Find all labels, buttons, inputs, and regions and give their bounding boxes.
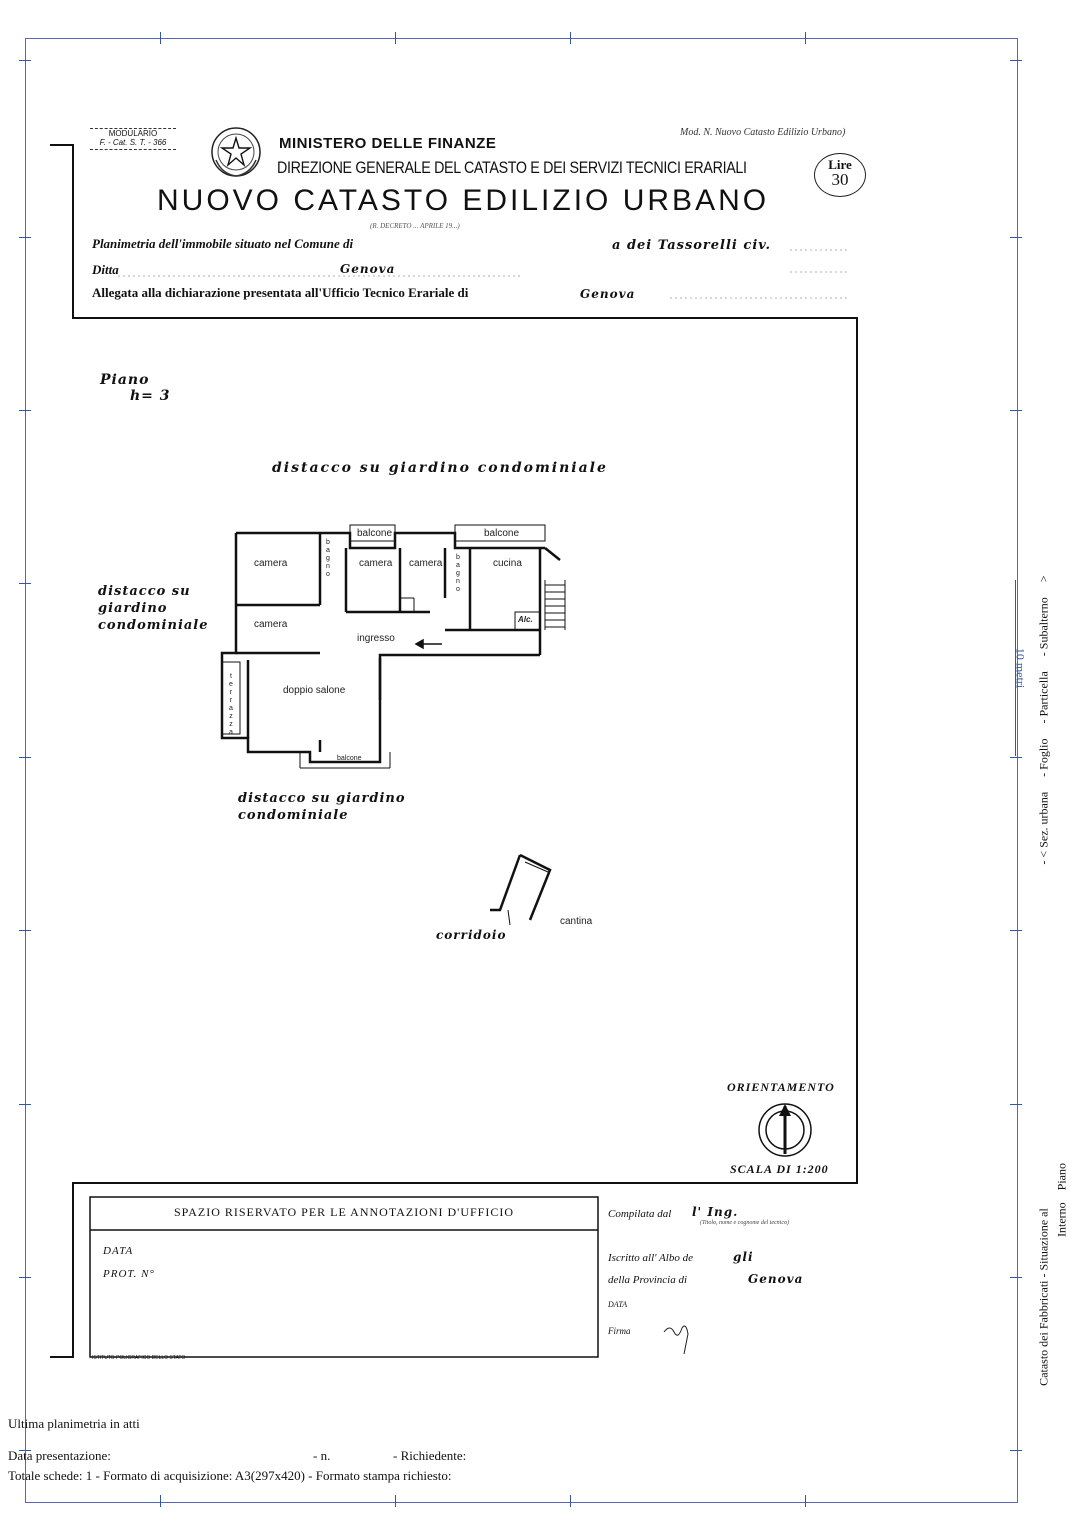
footer-richiedente: - Richiedente: xyxy=(393,1448,467,1463)
firma-label: Firma xyxy=(608,1326,631,1336)
ingresso-label: ingresso xyxy=(357,633,395,644)
camera-label-4: camera xyxy=(254,619,288,630)
office-prot-label: PROT. N° xyxy=(103,1268,155,1280)
footer-data-presentazione: Data presentazione: xyxy=(8,1448,111,1463)
office-data-label: DATA xyxy=(103,1245,134,1257)
allegata-handwritten: Genova xyxy=(580,287,636,301)
footer-totale: Totale schede: 1 - Formato di acquisizione: A3(297x420) - Formato stampa richiesto: xyxy=(8,1468,452,1483)
distacco-bottom-2: condominiale xyxy=(238,808,349,823)
signature-scribble xyxy=(660,1320,700,1360)
provincia-label: della Provincia di xyxy=(608,1274,688,1286)
footer-ultima: Ultima planimetria in atti xyxy=(8,1416,140,1431)
compilata-label: Compilata dal xyxy=(608,1208,672,1220)
modulario-code: F. - Cat. S. T. - 366 xyxy=(99,138,167,147)
doppio-salone-label: doppio salone xyxy=(283,685,346,696)
top-right-note: Mod. N. Nuovo Catasto Edilizio Urbano) xyxy=(680,127,846,138)
camera-label-1: camera xyxy=(254,558,288,569)
cantina-label: cantina xyxy=(560,916,593,927)
distacco-bottom-1: distacco su giardino xyxy=(238,791,406,806)
footer-n: - n. xyxy=(313,1448,331,1463)
lire-label: Lire xyxy=(828,157,852,172)
compass-icon xyxy=(757,1102,813,1163)
balcone-label-3: balcone xyxy=(337,755,362,762)
bagno-label-2: b a g n o xyxy=(456,554,460,593)
terrazza-label: t e r r a z z a xyxy=(229,673,233,736)
side-situazione: Catasto dei Fabbricati - Situazione al xyxy=(1036,1208,1051,1386)
balcone-label-1: balcone xyxy=(357,528,393,539)
compiler-data-label: DATA xyxy=(608,1300,628,1309)
piano-line-2: h= 3 xyxy=(130,388,171,404)
compilata-handwritten: l' Ing. xyxy=(692,1205,739,1219)
orientamento-label: ORIENTAMENTO xyxy=(727,1080,835,1094)
iscritto-handwritten: gli xyxy=(733,1250,754,1264)
scale-bar-label: 10 metri xyxy=(1013,647,1028,689)
allegata-label: Allegata alla dichiarazione presentata all'Ufficio Tecnico Erariale di xyxy=(92,285,469,300)
istituto-label: ISTITUTO POLIGRAFICO DELLO STATO xyxy=(92,1355,186,1361)
provincia-handwritten: Genova xyxy=(748,1272,804,1286)
iscritto-label: Iscritto all' Albo de xyxy=(608,1252,693,1264)
compilata-note: (Titolo, nome e cognome del tecnico) xyxy=(700,1220,789,1226)
side-interno-piano: Interno Piano xyxy=(1054,1163,1069,1237)
distacco-left-3: condominiale xyxy=(98,618,209,633)
distacco-left-1: distacco su xyxy=(98,584,191,599)
office-box-title: SPAZIO RISERVATO PER LE ANNOTAZIONI D'UFFICIO xyxy=(173,1205,515,1219)
ministry-title: MINISTERO DELLE FINANZE xyxy=(279,135,497,152)
camera-label-2: camera xyxy=(359,558,393,569)
distacco-top: distacco su giardino condominiale xyxy=(272,460,608,476)
scale-label: SCALA DI 1:200 xyxy=(730,1162,829,1176)
address-handwritten: a dei Tassorelli civ. xyxy=(612,238,772,253)
ditta-handwritten: Genova xyxy=(340,262,396,276)
corridoio-label: corridoio xyxy=(436,928,507,942)
cucina-label: cucina xyxy=(493,558,522,569)
camera-label-3: camera xyxy=(409,558,443,569)
decree-note: (R. DECRETO ... APRILE 19...) xyxy=(370,222,460,230)
planimetria-label: Planimetria dell'immobile situato nel Comune di xyxy=(92,236,354,251)
ditta-label: Ditta xyxy=(92,262,119,277)
alc-label: Alc. xyxy=(518,615,533,624)
modulario-label: MODULARIO xyxy=(108,129,158,138)
lire-value: 30 xyxy=(831,170,849,189)
bagno-label-1: b a g n o xyxy=(326,539,330,578)
document-title: NUOVO CATASTO EDILIZIO URBANO xyxy=(157,184,770,217)
piano-line-1: Piano xyxy=(100,372,150,388)
side-cadastral-refs: - < Sez. urbana - Foglio - Particella - Subalterno > xyxy=(1036,575,1051,865)
distacco-left-2: giardino xyxy=(98,601,168,616)
direzione-title: DIREZIONE GENERALE DEL CATASTO E DEI SERVIZI TECNICI ERARIALI xyxy=(277,158,747,177)
balcone-label-2: balcone xyxy=(484,528,520,539)
